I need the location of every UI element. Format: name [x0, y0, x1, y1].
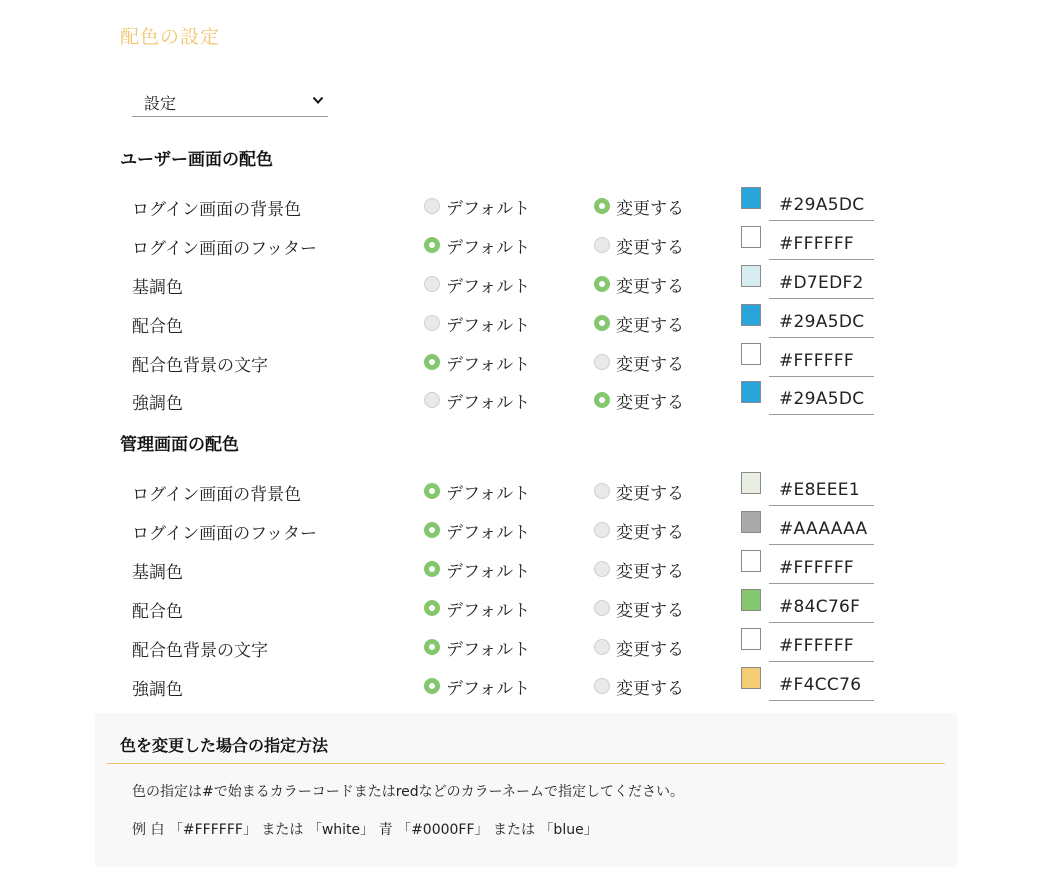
color-code-value: #29A5DC — [779, 312, 865, 332]
custom-label: 変更する — [616, 392, 684, 413]
radio-button[interactable] — [594, 354, 610, 370]
settings-select-value: 設定 — [144, 94, 177, 113]
color-code-input[interactable] — [769, 632, 874, 662]
radio-button[interactable] — [424, 483, 440, 499]
default-radio-option[interactable] — [424, 389, 530, 411]
custom-radio-option[interactable] — [594, 389, 684, 411]
default-label: デフォルト — [446, 600, 531, 621]
default-label: デフォルト — [446, 354, 531, 375]
color-code-input[interactable] — [769, 230, 874, 260]
color-code-value: #FFFFFF — [779, 234, 855, 254]
custom-label: 変更する — [616, 354, 684, 375]
user-row-login-footer — [0, 226, 1052, 265]
default-label: デフォルト — [446, 678, 531, 699]
radio-button[interactable] — [424, 276, 440, 292]
help-title: 色を変更した場合の指定方法 — [120, 736, 329, 755]
row-label: 配合色 — [132, 317, 183, 337]
color-code-input[interactable] — [769, 593, 874, 623]
default-radio-option[interactable] — [424, 636, 530, 658]
custom-radio-option[interactable] — [594, 597, 684, 619]
color-code-value: #84C76F — [779, 597, 861, 617]
row-label: ログイン画面の背景色 — [132, 485, 302, 505]
radio-button[interactable] — [424, 354, 440, 370]
color-swatch[interactable] — [741, 628, 761, 650]
default-label: デフォルト — [446, 276, 531, 297]
color-swatch[interactable] — [741, 187, 761, 209]
color-swatch[interactable] — [741, 343, 761, 365]
color-code-value: #29A5DC — [779, 389, 865, 409]
color-swatch[interactable] — [741, 304, 761, 326]
default-radio-option[interactable] — [424, 273, 530, 295]
radio-button[interactable] — [594, 522, 610, 538]
color-code-input[interactable] — [769, 347, 874, 377]
admin-row-login-footer — [0, 511, 1052, 550]
default-radio-option[interactable] — [424, 597, 530, 619]
row-label: 強調色 — [132, 680, 183, 700]
user-row-accent-color — [0, 304, 1052, 343]
help-instruction: 色の指定は#で始まるカラーコードまたはredなどのカラーネームで指定してください。 — [132, 784, 684, 800]
row-label: 配合色背景の文字 — [132, 356, 268, 376]
row-label: 配合色 — [132, 602, 183, 622]
color-swatch[interactable] — [741, 589, 761, 611]
custom-radio-option[interactable] — [594, 195, 684, 217]
custom-radio-option[interactable] — [594, 636, 684, 658]
default-radio-option[interactable] — [424, 675, 530, 697]
color-code-input[interactable] — [769, 554, 874, 584]
row-label: 基調色 — [132, 278, 183, 298]
color-code-value: #FFFFFF — [779, 636, 855, 656]
color-code-value: #29A5DC — [779, 195, 865, 215]
color-swatch[interactable] — [741, 226, 761, 248]
admin-row-emphasis-color — [0, 667, 1052, 706]
radio-button[interactable] — [594, 678, 610, 694]
custom-radio-option[interactable] — [594, 558, 684, 580]
radio-button[interactable] — [594, 600, 610, 616]
custom-label: 変更する — [616, 678, 684, 699]
color-code-value: #FFFFFF — [779, 558, 855, 578]
custom-label: 変更する — [616, 198, 684, 219]
user-row-login-background — [0, 187, 1052, 226]
settings-select[interactable] — [132, 87, 328, 117]
radio-button[interactable] — [594, 276, 610, 292]
radio-button[interactable] — [594, 483, 610, 499]
row-label: ログイン画面の背景色 — [132, 200, 302, 220]
admin-row-login-background — [0, 472, 1052, 511]
color-code-input[interactable] — [769, 515, 874, 545]
user-row-accent-text — [0, 343, 1052, 382]
admin-row-accent-color — [0, 589, 1052, 628]
custom-label: 変更する — [616, 237, 684, 258]
custom-label: 変更する — [616, 276, 684, 297]
custom-label: 変更する — [616, 561, 684, 582]
color-code-input[interactable] — [769, 671, 874, 701]
color-code-input[interactable] — [769, 191, 874, 221]
row-label: 基調色 — [132, 563, 183, 583]
user-row-emphasis-color — [0, 381, 1052, 420]
radio-button[interactable] — [594, 198, 610, 214]
radio-button[interactable] — [424, 561, 440, 577]
admin-colors-heading: 管理画面の配色 — [120, 435, 239, 455]
row-label: ログイン画面のフッター — [132, 524, 317, 544]
color-swatch[interactable] — [741, 667, 761, 689]
custom-label: 変更する — [616, 522, 684, 543]
default-label: デフォルト — [446, 561, 531, 582]
radio-button[interactable] — [424, 639, 440, 655]
color-code-value: #AAAAAA — [779, 519, 868, 539]
chevron-down-icon — [312, 96, 324, 105]
custom-label: 変更する — [616, 315, 684, 336]
color-swatch[interactable] — [741, 265, 761, 287]
color-help-panel — [95, 713, 957, 867]
admin-row-base-color — [0, 550, 1052, 589]
custom-radio-option[interactable] — [594, 351, 684, 373]
custom-label: 変更する — [616, 639, 684, 660]
default-radio-option[interactable] — [424, 195, 530, 217]
default-label: デフォルト — [446, 198, 531, 219]
custom-radio-option[interactable] — [594, 312, 684, 334]
default-label: デフォルト — [446, 639, 531, 660]
help-example: 例 白 「#FFFFFF」 または 「white」 青 「#0000FF」 または 「blue」 — [132, 822, 598, 838]
color-swatch[interactable] — [741, 550, 761, 572]
custom-radio-option[interactable] — [594, 234, 684, 256]
radio-button[interactable] — [424, 678, 440, 694]
radio-button[interactable] — [424, 198, 440, 214]
custom-radio-option[interactable] — [594, 519, 684, 541]
default-radio-option[interactable] — [424, 519, 530, 541]
color-code-input[interactable] — [769, 308, 874, 338]
radio-button[interactable] — [424, 600, 440, 616]
radio-button[interactable] — [594, 315, 610, 331]
row-label: 強調色 — [132, 394, 183, 414]
default-label: デフォルト — [446, 237, 531, 258]
custom-radio-option[interactable] — [594, 273, 684, 295]
default-label: デフォルト — [446, 315, 531, 336]
default-label: デフォルト — [446, 522, 531, 543]
color-swatch[interactable] — [741, 511, 761, 533]
radio-button[interactable] — [424, 522, 440, 538]
custom-radio-option[interactable] — [594, 675, 684, 697]
color-code-input[interactable] — [769, 476, 874, 506]
radio-button[interactable] — [424, 315, 440, 331]
user-colors-heading: ユーザー画面の配色 — [120, 150, 273, 170]
color-code-value: #F4CC76 — [779, 675, 862, 695]
default-radio-option[interactable] — [424, 234, 530, 256]
color-swatch[interactable] — [741, 381, 761, 403]
radio-button[interactable] — [424, 392, 440, 408]
color-code-value: #D7EDF2 — [779, 273, 864, 293]
row-label: ログイン画面のフッター — [132, 239, 317, 259]
custom-label: 変更する — [616, 600, 684, 621]
help-divider — [107, 763, 945, 764]
row-label: 配合色背景の文字 — [132, 641, 268, 661]
default-radio-option[interactable] — [424, 558, 530, 580]
color-code-value: #E8EEE1 — [779, 480, 860, 500]
radio-button[interactable] — [594, 392, 610, 408]
default-label: デフォルト — [446, 392, 531, 413]
default-label: デフォルト — [446, 483, 531, 504]
color-code-input[interactable] — [769, 385, 874, 415]
page-title: 配色の設定 — [120, 26, 221, 48]
admin-row-accent-text — [0, 628, 1052, 667]
custom-radio-option[interactable] — [594, 480, 684, 502]
radio-button[interactable] — [424, 237, 440, 253]
user-row-base-color — [0, 265, 1052, 304]
radio-button[interactable] — [594, 639, 610, 655]
color-code-value: #FFFFFF — [779, 351, 855, 371]
radio-button[interactable] — [594, 561, 610, 577]
custom-label: 変更する — [616, 483, 684, 504]
color-swatch[interactable] — [741, 472, 761, 494]
radio-button[interactable] — [594, 237, 610, 253]
default-radio-option[interactable] — [424, 351, 530, 373]
default-radio-option[interactable] — [424, 312, 530, 334]
color-code-input[interactable] — [769, 269, 874, 299]
default-radio-option[interactable] — [424, 480, 530, 502]
